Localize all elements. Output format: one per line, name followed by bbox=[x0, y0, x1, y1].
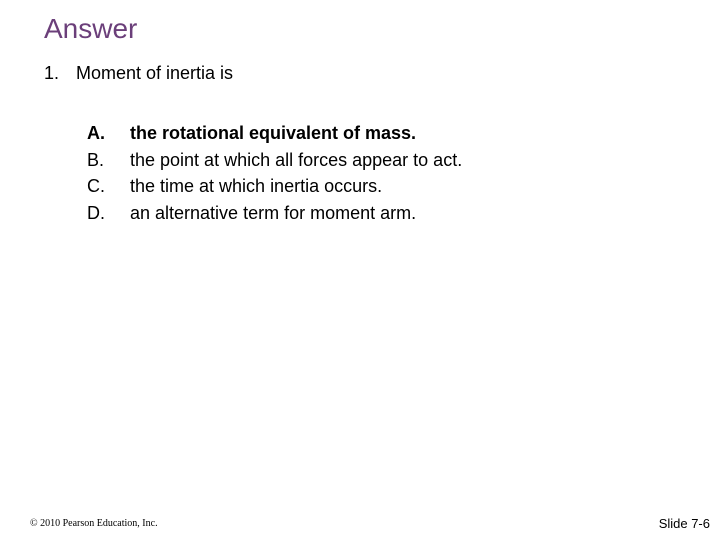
option-text: an alternative term for moment arm. bbox=[130, 202, 417, 223]
question-text: Moment of inertia is bbox=[76, 63, 234, 83]
option-text: the rotational equivalent of mass. bbox=[130, 123, 417, 143]
copyright-notice: © 2010 Pearson Education, Inc. bbox=[30, 518, 158, 529]
option-letter: B. bbox=[87, 149, 105, 170]
option-a bbox=[87, 120, 462, 147]
option-d bbox=[87, 200, 462, 227]
option-text: the point at which all forces appear to act. bbox=[130, 149, 463, 170]
answer-options bbox=[87, 120, 462, 226]
option-letter: C. bbox=[87, 176, 105, 196]
slide-number: Slide 7-6 bbox=[658, 516, 710, 531]
question bbox=[44, 62, 233, 84]
option-letter: A. bbox=[87, 123, 105, 143]
option-c bbox=[87, 173, 462, 200]
option-b bbox=[87, 147, 462, 174]
question-number: 1. bbox=[44, 63, 60, 83]
slide-title: Answer bbox=[44, 13, 138, 44]
option-letter: D. bbox=[87, 202, 105, 223]
option-text: the time at which inertia occurs. bbox=[130, 176, 383, 196]
